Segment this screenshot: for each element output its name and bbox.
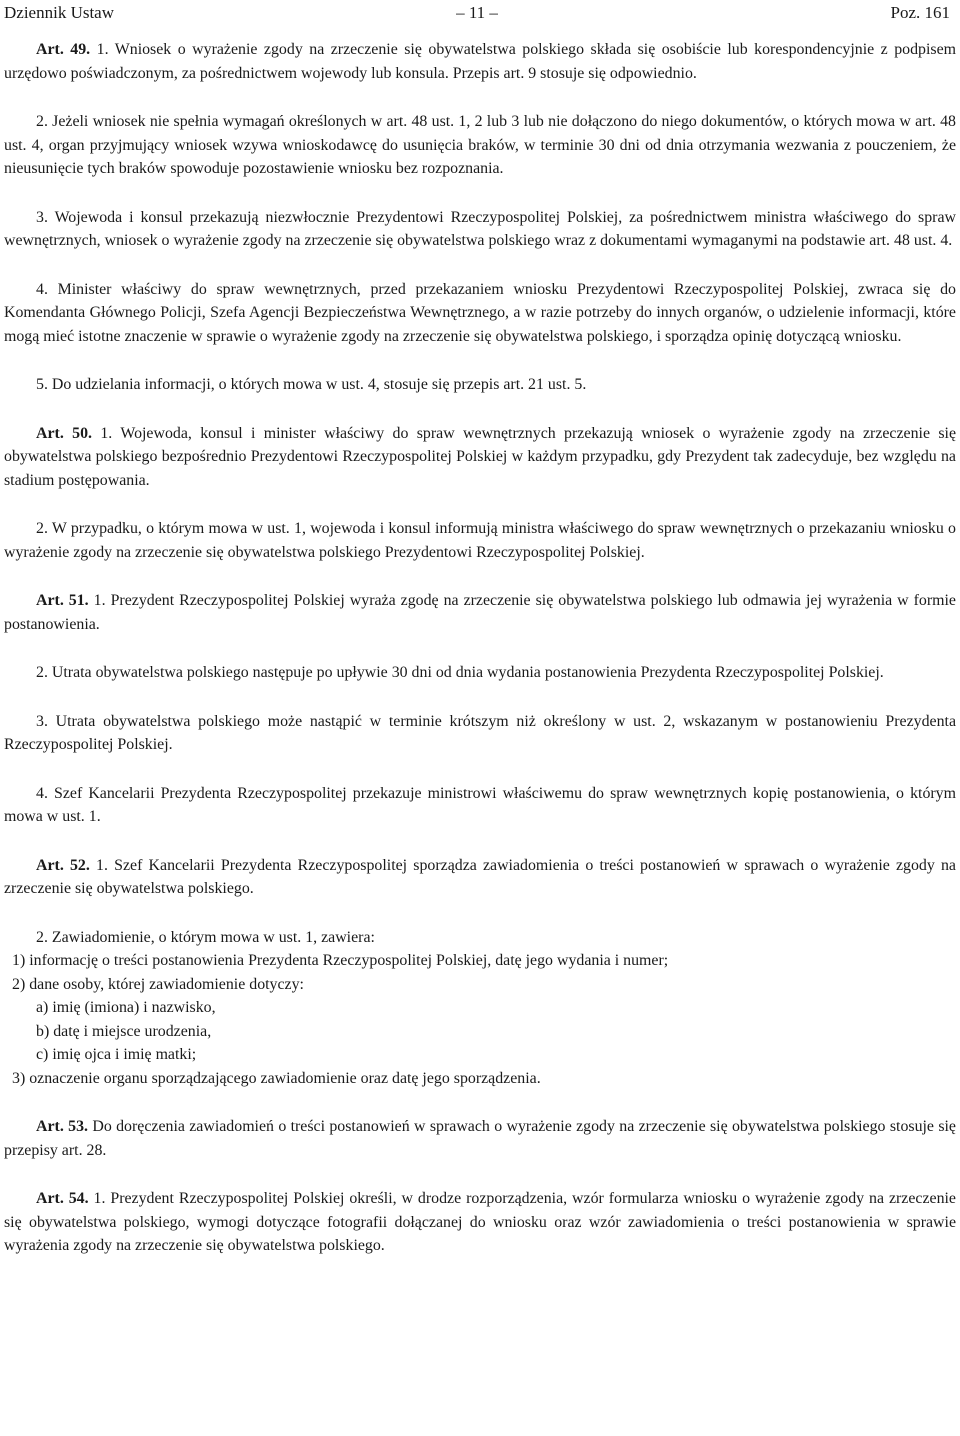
sub-list-item: b) datę i miejsce urodzenia, xyxy=(36,1022,212,1040)
sub-list-item: a) imię (imiona) i nazwisko, xyxy=(36,999,216,1016)
sub-list-item: c) imię ojca i imię matki; xyxy=(36,1046,197,1063)
list-item: 1) informację o treści postanowienia Prezydenta Rzeczypospolitej Polskiej, datę jego wydania i numer; xyxy=(12,952,669,969)
article-heading: Art. 52. xyxy=(36,856,90,874)
page-header xyxy=(4,0,950,26)
art49-par5: 5. Do udzielania informacji, o których mowa w ust. 4, stosuje się przepis art. 21 ust. 5. xyxy=(36,376,587,393)
art54-par1: Art. 54. 1. Prezydent Rzeczypospolitej Polskiej określi, w drodze rozporządzenia, wzór formularza wniosku o wyrażenie zgody na zrzeczenie się obywatelstwa polskiego, wymogi dotyczące fotografii dołączanej do wniosku oraz wzór zawiadomienia o treści postanowienia w sprawie wyrażenia zgody na zrzeczenie się obywatelstwa polskiego. xyxy=(4,1190,956,1254)
article-heading: Art. 51. xyxy=(36,592,89,609)
art51-par3: 3. Utrata obywatelstwa polskiego może nastąpić w terminie krótszym niż określony w ust. 2, wskazanym w postanowieniu Prezydenta Rzeczypospolitej Polskiej. xyxy=(4,712,956,753)
article-heading: Art. 50. xyxy=(36,424,93,442)
art53-par1: Art. 53. Do doręczenia zawiadomień o treści postanowień w sprawach o wyrażenie zgody na zrzeczenie się obywatelstwa polskiego stosuje się przepisy art. 28. xyxy=(4,1118,956,1159)
art52-par1: Art. 52. 1. Szef Kancelarii Prezydenta Rzeczypospolitej sporządza zawiadomienia o treści postanowień w sprawach o wyrażenie zgody na zrzeczenie się obywatelstwa polskiego. xyxy=(4,856,956,897)
art50-par2: 2. W przypadku, o którym mowa w ust. 1, wojewoda i konsul informują ministra właściwego do spraw wewnętrznych o przekazaniu wniosku o wyrażenie zgody na zrzeczenie się obywatelstwa polskiego Prezydentowi Rzeczypospolitej Polskiej. xyxy=(4,520,956,561)
art50-par1: Art. 50. 1. Wojewoda, konsul i minister właściwy do spraw wewnętrznych przekazują wniosek o wyrażenie zgody na zrzeczenie się obywatelstwa polskiego bezpośrednio Prezydentowi Rzeczypospolitej Polskiej w każdym przypadku, gdy Prezydent tak zadecyduje, bez względu na stadium postępowania. xyxy=(4,424,956,489)
art51-par4: 4. Szef Kancelarii Prezydenta Rzeczypospolitej przekazuje ministrowi właściwemu do spraw wewnętrznych kopię postanowienia, o którym mowa w ust. 1. xyxy=(4,784,956,825)
article-heading: Art. 49. xyxy=(36,41,91,58)
list-item: 2) dane osoby, której zawiadomienie dotyczy: xyxy=(12,975,304,993)
art52-par2: 2. Zawiadomienie, o którym mowa w ust. 1, zawiera: xyxy=(36,928,375,946)
position-number: Poz. 161 xyxy=(890,3,950,22)
page-number: – 11 – xyxy=(456,3,498,22)
art49-par4: 4. Minister właściwy do spraw wewnętrznych, przed przekazaniem wniosku Prezydentowi Rzeczypospolitej Polskiej, zwraca się do Komendanta Głównego Policji, Szefa Agencji Bezpieczeństwa Wewnętrznego, a w razie potrzeby do innych organów, o udzielenie informacji, które mogą mieć istotne znaczenie w sprawie o wyrażenie zgody na zrzeczenie się obywatelstwa polskiego, i sporządza opinię dotyczącą wniosku. xyxy=(4,280,956,345)
art51-par2: 2. Utrata obywatelstwa polskiego następuje po upływie 30 dni od dnia wydania postanowienia Prezydenta Rzeczypospolitej Polskiej. xyxy=(36,664,884,681)
article-heading: Art. 53. xyxy=(36,1118,88,1135)
article-heading: Art. 54. xyxy=(36,1190,89,1207)
list-item: 3) oznaczenie organu sporządzającego zawiadomienie oraz datę jego sporządzenia. xyxy=(12,1069,541,1087)
art49-par1: Art. 49. 1. Wniosek o wyrażenie zgody na zrzeczenie się obywatelstwa polskiego składa się osobiście lub korespondencyjnie z podpisem urzędowo poświadczonym, za pośrednictwem wojewody lub konsula. Przepis art. 9 stosuje się odpowiednio. xyxy=(4,41,957,82)
art51-par1: Art. 51. 1. Prezydent Rzeczypospolitej Polskiej wyraża zgodę na zrzeczenie się obywatelstwa polskiego lub odmawia jej wyrażenia w formie postanowienia. xyxy=(4,592,956,633)
document-body xyxy=(4,38,956,1258)
journal-title: Dziennik Ustaw xyxy=(4,3,115,22)
art49-par2: 2. Jeżeli wniosek nie spełnia wymagań określonych w art. 48 ust. 1, 2 lub 3 lub nie dołączono do niego dokumentów, o których mowa w art. 48 ust. 4, organ przyjmujący wniosek wzywa wnioskodawcę do usunięcia braków, w terminie 30 dni od dnia otrzymania wezwania z pouczeniem, że nieusunięcie tych braków spowoduje pozostawienie wniosku bez rozpoznania. xyxy=(4,113,956,177)
art49-par3: 3. Wojewoda i konsul przekazują niezwłocznie Prezydentowi Rzeczypospolitej Polskiej, za pośrednictwem ministra właściwego do spraw wewnętrznych, wniosek o wyrażenie zgody na zrzeczenie się obywatelstwa polskiego wraz z dokumentami wymaganymi na podstawie art. 48 ust. 4. xyxy=(4,208,956,249)
